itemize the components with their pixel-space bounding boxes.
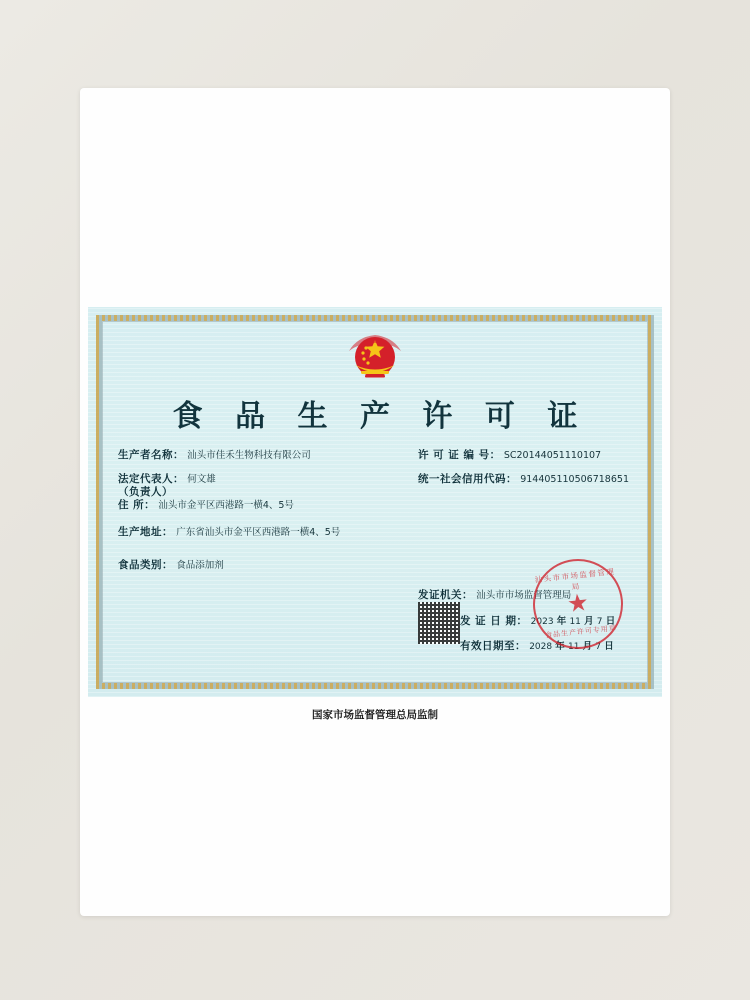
issue-date-label: 发 证 日 期： xyxy=(460,615,528,627)
valid-until-year-unit: 年 xyxy=(555,641,565,652)
food-production-license-certificate xyxy=(88,307,662,697)
issue-date-year-value: 2023 xyxy=(530,617,554,627)
footer-note: 国家市场监督管理总局监制 xyxy=(312,709,438,721)
food-category-value: 食品添加剂 xyxy=(176,560,224,571)
credit-code-label: 统一社会信用代码： xyxy=(418,473,517,485)
legal-representative-value: 何文雄 xyxy=(187,474,216,485)
production-address-label: 生产地址： xyxy=(118,526,173,538)
issue-date-month-unit: 月 xyxy=(584,616,594,627)
seal-bottom-text: 食品生产许可专用章 xyxy=(544,625,618,640)
field-producer-name xyxy=(118,447,311,462)
valid-until-month-unit: 月 xyxy=(582,641,593,652)
food-category-label: 食品类别： xyxy=(118,559,173,571)
valid-until-label: 有效日期至： xyxy=(460,640,526,652)
certificate-title: 食 品 生 产 许 可 证 xyxy=(172,399,589,434)
seal-star-icon: ★ xyxy=(565,588,591,619)
valid-until-day-value: 7 xyxy=(595,642,602,652)
seal-top-text: 汕头市市场监督管理局 xyxy=(534,566,616,592)
issue-date-month-value: 11 xyxy=(569,617,581,627)
field-license-number xyxy=(418,447,601,462)
field-residence xyxy=(118,497,294,512)
issuing-authority-label: 发证机关： xyxy=(418,589,473,601)
valid-until-month-value: 11 xyxy=(567,642,580,652)
field-credit-code xyxy=(418,471,629,486)
legal-representative-label: 法定代表人： xyxy=(118,473,184,485)
issue-date-day-unit: 日 xyxy=(605,616,616,627)
production-address-value: 广东省汕头市金平区西港路一横4、5号 xyxy=(176,527,341,538)
residence-label: 住 所： xyxy=(118,499,156,511)
field-food-category xyxy=(118,557,224,572)
qr-code-icon xyxy=(418,602,460,644)
issue-date-day-value: 7 xyxy=(596,617,603,627)
license-number-value: SC20144051110107 xyxy=(503,450,602,461)
credit-code-value: 914405110506718651 xyxy=(520,474,629,485)
license-number-label: 许 可 证 编 号： xyxy=(418,449,501,461)
residence-value: 汕头市金平区西港路一横4、5号 xyxy=(158,500,294,511)
issue-date-year-unit: 年 xyxy=(556,616,567,627)
field-production-address xyxy=(118,524,340,539)
producer-name-value: 汕头市佳禾生物科技有限公司 xyxy=(187,450,311,461)
valid-until-year-value: 2028 xyxy=(529,642,553,652)
producer-name-label: 生产者名称： xyxy=(118,449,184,461)
issuing-authority-value: 汕头市市场监督管理局 xyxy=(476,590,572,601)
legal-representative-sublabel: （负责人） xyxy=(118,486,173,498)
valid-until-day-unit: 日 xyxy=(604,641,614,652)
national-emblem-icon xyxy=(341,329,409,389)
